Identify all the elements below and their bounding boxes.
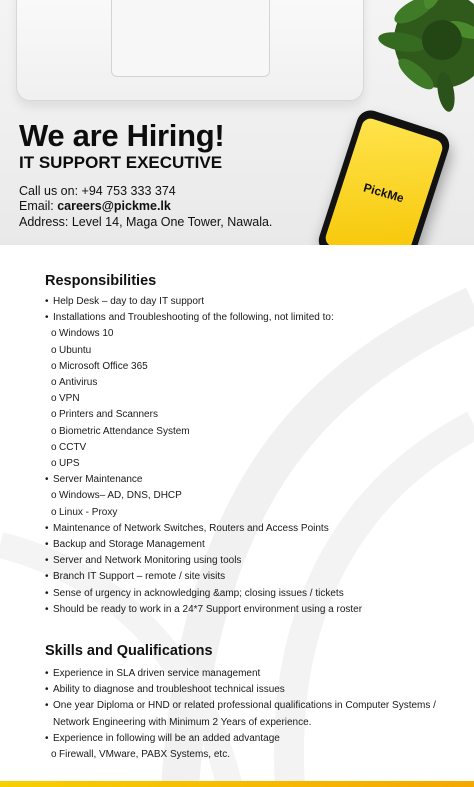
list-item: • Maintenance of Network Switches, Routers and Access Points [45,522,329,534]
job-title: IT SUPPORT EXECUTIVE [19,153,223,172]
email-link[interactable]: careers@pickme.lk [57,199,171,213]
list-item: • Installations and Troubleshooting of the following, not limited to: [45,312,334,324]
list-item: o Printers and Scanners [51,409,158,421]
list-item: • Experience in SLA driven service management [45,668,261,679]
list-item: Network Engineering with Minimum 2 Years of experience. [53,716,312,728]
footer-accent-bar [0,781,474,787]
list-item: o Microsoft Office 365 [51,360,148,372]
list-item: • Backup and Storage Management [45,539,205,551]
pickme-logo: PickMe [362,180,406,206]
contact-address [19,215,272,229]
contact-phone [19,184,176,198]
phone-label: Call us on: [19,184,82,198]
email-label: Email: [19,199,58,213]
list-item: o Linux - Proxy [51,506,118,518]
responsibilities-list [45,294,362,618]
list-item: o VPN [51,393,80,405]
address-value: Level 14, Maga One Tower, Nawala. [71,215,273,229]
list-item: • Ability to diagnose and troubleshoot technical issues [45,684,285,696]
list-item: o Windows 10 [51,328,114,340]
list-item: o Windows– AD, DNS, DHCP [51,490,182,502]
skills-heading: Skills and Qualifications [45,643,213,659]
address-label: Address: [19,215,72,229]
list-item: o Antivirus [51,377,98,389]
list-item: o UPS [51,458,80,470]
list-item: o Ubuntu [51,344,92,356]
list-item: o Firewall, VMware, PABX Systems, etc. [51,749,230,761]
phone-screen [323,116,444,245]
responsibilities-heading: Responsibilities [45,273,157,289]
list-item: o Biometric Attendance System [51,425,190,437]
laptop-image [16,0,364,101]
list-item: o CCTV [51,441,87,453]
list-item: • Sense of urgency in acknowledging &amp; closing issues / tickets [45,587,344,599]
list-item: • Should be ready to work in a 24*7 Support environment using a roster [45,603,363,615]
list-item: • Branch IT Support – remote / site visits [45,571,226,583]
phone-number[interactable]: +94 753 333 374 [81,184,176,198]
page-title: We are Hiring! [19,118,225,153]
hero-banner [0,0,474,245]
list-item: • Server Maintenance [45,474,143,486]
list-item: • Server and Network Monitoring using tools [45,555,242,567]
list-item: • Help Desk – day to day IT support [45,296,205,307]
list-item: • Experience in following will be an added advantage [45,732,280,744]
skills-list [45,666,436,763]
list-item: • One year Diploma or HND or related professional qualifications in Computer Systems / [45,700,436,712]
job-description [0,245,474,787]
laptop-trackpad [111,0,270,77]
contact-email [19,199,171,213]
